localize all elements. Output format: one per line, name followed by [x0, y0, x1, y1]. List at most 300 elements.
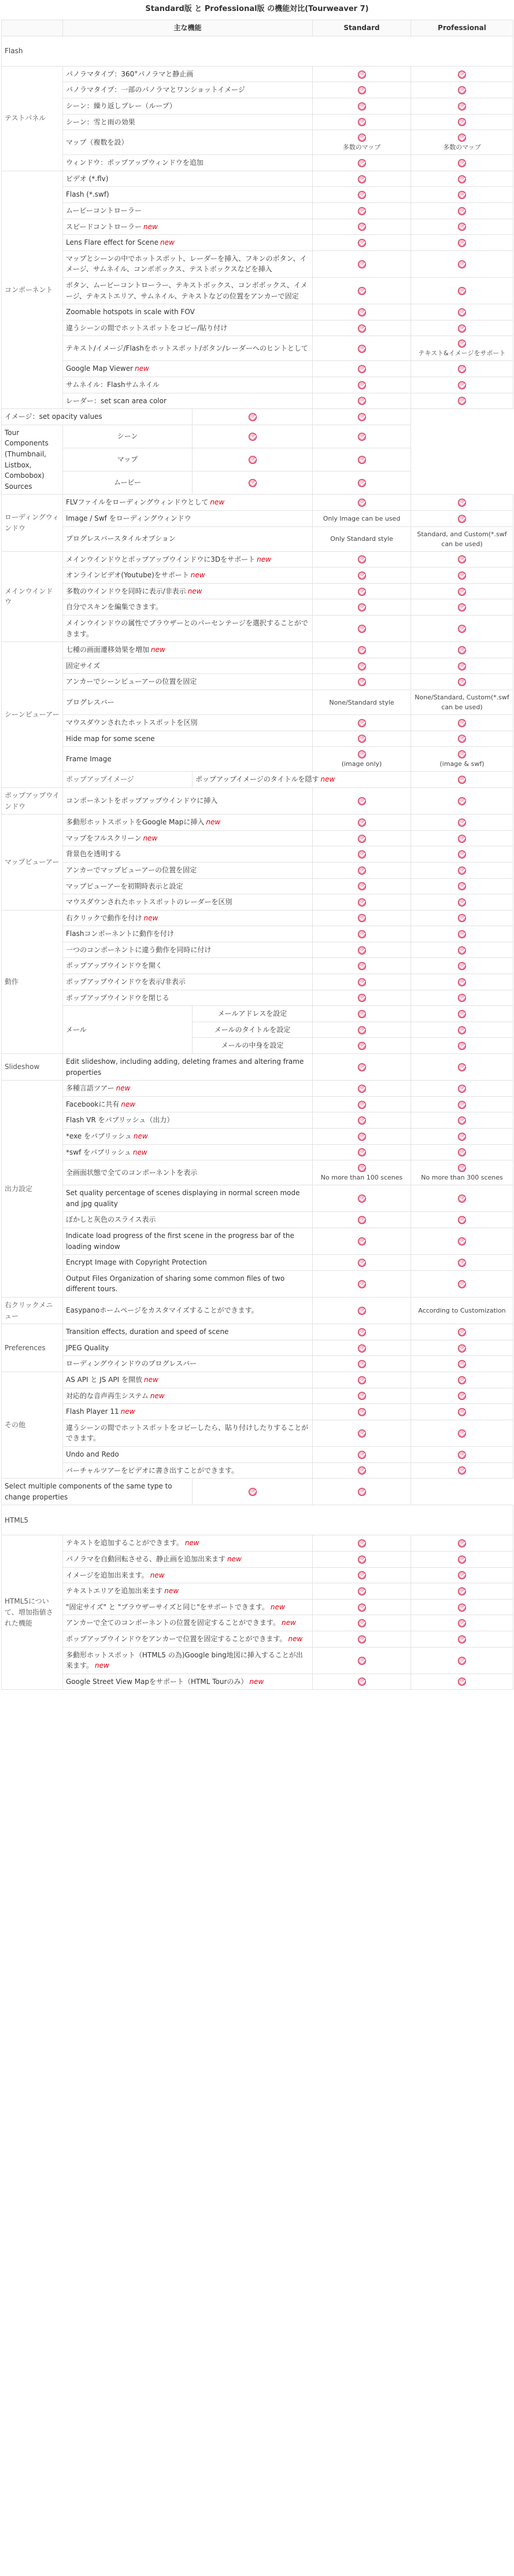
- check-circle-icon: [358, 646, 366, 654]
- category-cell: マップビューアー: [2, 815, 63, 911]
- table-row: [2, 171, 513, 187]
- check-circle-icon: [458, 1133, 466, 1141]
- professional-cell: [411, 815, 513, 831]
- table-row: [2, 1479, 513, 1505]
- feature-text: ポップアップウインドウを開く: [66, 961, 162, 970]
- professional-cell: [313, 1479, 411, 1505]
- standard-cell: [313, 958, 411, 974]
- standard-cell: [313, 1006, 411, 1022]
- table-row: [2, 1255, 513, 1271]
- check-circle-icon: [358, 118, 366, 126]
- standard-cell: [313, 1038, 411, 1054]
- check-circle-icon: [358, 223, 366, 231]
- check-circle-icon: [249, 413, 257, 421]
- feature-cell: [63, 583, 313, 599]
- standard-cell: [313, 830, 411, 846]
- feature-text: 多種言語ツアー: [66, 1084, 114, 1093]
- standard-cell: [313, 1535, 411, 1552]
- table-row: [2, 82, 513, 98]
- new-tag: new: [164, 1587, 179, 1595]
- feature-text: 多数のウインドウを同時に表示/非表示: [66, 587, 186, 595]
- professional-cell: [411, 155, 513, 171]
- feature-text: Google Street View Mapをサポート（HTML Tourのみ）: [66, 1677, 248, 1686]
- professional-cell: [411, 277, 513, 304]
- professional-cell: [411, 715, 513, 731]
- check-circle-icon: [458, 1101, 466, 1109]
- table-row: [2, 510, 513, 526]
- standard-cell: [313, 510, 411, 526]
- professional-cell: [411, 974, 513, 990]
- check-circle-icon: [458, 381, 466, 389]
- feature-cell: [63, 910, 313, 926]
- check-circle-icon: [358, 397, 366, 405]
- table-row: [2, 250, 513, 277]
- feature-cell: [63, 551, 313, 567]
- standard-cell: [313, 599, 411, 616]
- table-row: [2, 1420, 513, 1446]
- check-circle-icon: [358, 1307, 366, 1315]
- professional-cell: [411, 1255, 513, 1271]
- new-tag: new: [143, 222, 158, 231]
- check-circle-icon: [458, 1466, 466, 1475]
- category-cell: 出力設定: [2, 1081, 63, 1298]
- check-circle-icon: [358, 1429, 366, 1438]
- feature-text: コンポーネントをポップアップウインドウに挿入: [66, 797, 218, 805]
- standard-cell: [313, 1112, 411, 1129]
- professional-cell: [411, 320, 513, 336]
- check-circle-icon: [458, 1063, 466, 1071]
- check-circle-icon: [458, 365, 466, 373]
- table-row: [2, 1388, 513, 1404]
- check-circle-icon: [458, 735, 466, 743]
- check-circle-icon: [358, 175, 366, 183]
- table-row: [2, 926, 513, 942]
- feature-cell: [63, 731, 313, 747]
- feature-text: 右クリックで動作を付け: [66, 913, 142, 922]
- section-label: HTML5: [2, 1505, 513, 1535]
- feature-cell: [63, 155, 313, 171]
- standard-cell: [313, 304, 411, 320]
- check-circle-icon: [358, 1164, 366, 1172]
- check-circle-icon: [358, 735, 366, 743]
- feature-cell: [63, 202, 313, 219]
- feature-text: Hide map for some scene: [66, 734, 155, 743]
- version-note: Only Image can be used: [323, 514, 401, 522]
- professional-cell: [411, 787, 513, 814]
- feature-cell: [2, 409, 193, 425]
- feature-text: テキストを追加することができます。: [66, 1539, 183, 1547]
- standard-cell: [313, 1212, 411, 1228]
- professional-cell: [411, 1144, 513, 1160]
- table-row: [2, 98, 513, 114]
- standard-cell: [313, 1551, 411, 1567]
- feature-cell: [63, 1372, 313, 1388]
- feature-text: ぼかしと灰色のスライス表示: [66, 1215, 156, 1224]
- professional-cell: [411, 1674, 513, 1690]
- professional-cell: [411, 187, 513, 203]
- check-circle-icon: [458, 850, 466, 858]
- feature-text: オンラインビデオ(Youtube)をサポート: [66, 571, 189, 580]
- feature-cell: [63, 747, 313, 772]
- table-row: [2, 1006, 513, 1022]
- table-row: [2, 958, 513, 974]
- feature-text: 多動形ホットスポット（HTML5 の為)Google bing地図に挿入することが出来ます。: [66, 1650, 303, 1670]
- table-row: [2, 1674, 513, 1690]
- feature-text: Lens Flare effect for Scene: [66, 238, 159, 247]
- check-circle-icon: [458, 750, 466, 758]
- standard-cell: [313, 942, 411, 958]
- check-circle-icon: [458, 515, 466, 523]
- version-note: None/Standard style: [329, 698, 394, 706]
- check-circle-icon: [358, 1133, 366, 1141]
- check-circle-icon: [358, 819, 366, 827]
- feature-text: 多動形ホットスポットをGoogle Mapに挿入: [66, 818, 205, 827]
- check-circle-icon: [458, 397, 466, 405]
- version-note: According to Customization: [418, 1307, 506, 1315]
- feature-text: "固定サイズ" と "ブラウザーサイズと同じ"をサポートできます。: [66, 1602, 269, 1611]
- check-circle-icon: [358, 835, 366, 843]
- standard-cell: [313, 1054, 411, 1081]
- feature-cell: [63, 715, 313, 731]
- feature-cell: Tour Components (Thumbnail, Listbox, Combobox) Sources: [2, 425, 63, 495]
- check-circle-icon: [458, 1604, 466, 1612]
- check-circle-icon: [458, 1360, 466, 1368]
- table-row: [2, 1647, 513, 1674]
- professional-cell: [411, 1228, 513, 1255]
- feature-cell: [63, 894, 313, 911]
- feature-cell: [63, 958, 313, 974]
- table-row: [2, 425, 513, 448]
- check-circle-icon: [358, 159, 366, 167]
- version-note: Only Standard style: [330, 535, 393, 543]
- feature-cell: [63, 1255, 313, 1271]
- professional-cell: [411, 393, 513, 409]
- check-circle-icon: [358, 1451, 366, 1459]
- feature-cell: [63, 1144, 313, 1160]
- feature-header: 主な機能: [63, 20, 313, 36]
- professional-cell: [411, 130, 513, 155]
- feature-comparison-table: [1, 20, 513, 1690]
- check-circle-icon: [358, 914, 366, 922]
- table-row: [2, 377, 513, 393]
- table-row: [2, 894, 513, 911]
- feature-cell: [63, 1054, 313, 1081]
- feature-text: ローディングウインドウのプログレスバー: [66, 1359, 197, 1368]
- professional-cell: [411, 990, 513, 1006]
- sub-feature-cell: ムービー: [63, 471, 193, 495]
- professional-cell: [411, 1462, 513, 1479]
- standard-cell: [313, 202, 411, 219]
- check-circle-icon: [358, 678, 366, 686]
- check-circle-icon: [458, 159, 466, 167]
- table-row: [2, 1054, 513, 1081]
- standard-cell: [313, 878, 411, 894]
- check-circle-icon: [458, 978, 466, 986]
- version-note: No more than 300 scenes: [421, 1174, 503, 1182]
- feature-cell: [63, 526, 313, 551]
- professional-cell: [411, 658, 513, 674]
- table-row: [2, 583, 513, 599]
- standard-cell: [193, 409, 313, 425]
- professional-cell: [411, 1054, 513, 1081]
- check-circle-icon: [458, 134, 466, 142]
- new-tag: new: [281, 1619, 296, 1627]
- check-circle-icon: [358, 1328, 366, 1336]
- feature-text: ビデオ (*.flv): [66, 174, 109, 183]
- feature-cell: [63, 1228, 313, 1255]
- check-circle-icon: [458, 994, 466, 1002]
- standard-cell: [313, 219, 411, 235]
- check-circle-icon: [458, 1195, 466, 1203]
- standard-cell: [313, 1270, 411, 1297]
- feature-cell: [63, 1631, 313, 1647]
- feature-text: Image / Swf をローディングウィンドウ: [66, 514, 191, 522]
- table-row: [2, 772, 513, 788]
- feature-cell: [63, 1160, 313, 1185]
- check-circle-icon: [458, 819, 466, 827]
- table-row: [2, 1599, 513, 1615]
- check-circle-icon: [458, 340, 466, 348]
- check-circle-icon: [358, 1360, 366, 1368]
- standard-cell: [313, 250, 411, 277]
- feature-text: レーダー：set scan area color: [66, 396, 167, 405]
- table-row: [2, 1144, 513, 1160]
- check-circle-icon: [358, 413, 366, 421]
- standard-cell: [313, 862, 411, 878]
- table-row: [2, 130, 513, 155]
- feature-text: JPEG Quality: [66, 1343, 109, 1352]
- feature-cell: [63, 674, 313, 690]
- new-tag: new: [121, 1100, 136, 1108]
- standard-cell: [313, 1356, 411, 1372]
- new-tag: new: [257, 555, 271, 563]
- table-row: [2, 1583, 513, 1600]
- check-circle-icon: [358, 1216, 366, 1224]
- check-circle-icon: [458, 287, 466, 295]
- check-circle-icon: [358, 850, 366, 858]
- table-row: [2, 219, 513, 235]
- check-circle-icon: [458, 588, 466, 596]
- version-note: No more than 100 scenes: [320, 1174, 403, 1182]
- feature-cell: [63, 1446, 313, 1462]
- new-tag: new: [116, 1084, 131, 1093]
- feature-text: プログレスバー: [66, 698, 114, 706]
- standard-cell: [313, 926, 411, 942]
- table-row: [2, 1446, 513, 1462]
- category-cell: Preferences: [2, 1324, 63, 1372]
- standard-cell: [313, 1160, 411, 1185]
- standard-cell: [313, 674, 411, 690]
- category-cell: ローディングウィンドウ: [2, 495, 63, 551]
- feature-text: FLVファイルをローディングウィンドウとして: [66, 498, 209, 507]
- check-circle-icon: [458, 1085, 466, 1093]
- check-circle-icon: [358, 287, 366, 295]
- standard-cell: [313, 393, 411, 409]
- professional-cell: [411, 599, 513, 616]
- professional-cell: [411, 747, 513, 772]
- new-tag: new: [135, 364, 149, 373]
- standard-cell: [313, 1615, 411, 1631]
- check-circle-icon: [458, 797, 466, 805]
- standard-cell: [193, 471, 313, 495]
- check-circle-icon: [458, 603, 466, 611]
- professional-cell: [411, 551, 513, 567]
- check-circle-icon: [458, 572, 466, 580]
- check-circle-icon: [458, 776, 466, 784]
- feature-text: マップビューアーを初期時表示と設定: [66, 882, 183, 890]
- check-circle-icon: [458, 1328, 466, 1336]
- feature-cell: [63, 658, 313, 674]
- new-tag: new: [143, 913, 158, 922]
- standard-cell: [313, 658, 411, 674]
- feature-cell: [63, 974, 313, 990]
- feature-cell: [63, 1583, 313, 1600]
- table-row: [2, 674, 513, 690]
- professional-cell: [411, 1631, 513, 1647]
- check-circle-icon: [358, 365, 366, 373]
- professional-cell: [411, 567, 513, 584]
- table-row: [2, 155, 513, 171]
- feature-cell: [63, 616, 313, 642]
- professional-cell: [411, 1324, 513, 1340]
- professional-cell: [313, 425, 411, 448]
- feature-text: サムネイル：Flashサムネイル: [66, 381, 160, 389]
- standard-cell: [313, 583, 411, 599]
- table-row: [2, 715, 513, 731]
- table-row: [2, 815, 513, 831]
- professional-cell: [411, 377, 513, 393]
- check-circle-icon: [358, 572, 366, 580]
- feature-text: シーン：繰り返しプレー（ループ）: [66, 101, 176, 110]
- check-circle-icon: [358, 946, 366, 955]
- check-circle-icon: [458, 1280, 466, 1288]
- check-circle-icon: [358, 625, 366, 633]
- check-circle-icon: [358, 1116, 366, 1125]
- check-circle-icon: [358, 898, 366, 906]
- table-row: [2, 731, 513, 747]
- table-row: [2, 862, 513, 878]
- check-circle-icon: [358, 603, 366, 611]
- check-circle-icon: [358, 1010, 366, 1018]
- check-circle-icon: [358, 1101, 366, 1109]
- professional-cell: [411, 878, 513, 894]
- check-circle-icon: [458, 1451, 466, 1459]
- check-circle-icon: [458, 223, 466, 231]
- table-row: [2, 1615, 513, 1631]
- professional-cell: [411, 1038, 513, 1054]
- table-row: [2, 66, 513, 82]
- check-circle-icon: [358, 1195, 366, 1203]
- feature-cell: [63, 787, 313, 814]
- table-row: [2, 846, 513, 863]
- feature-text: 自分でスキンを編集できます。: [66, 603, 162, 611]
- feature-text: *swf をパブリッシュ: [66, 1148, 131, 1156]
- check-circle-icon: [358, 1488, 366, 1496]
- feature-cell: [63, 926, 313, 942]
- check-circle-icon: [458, 1429, 466, 1438]
- new-tag: new: [144, 1376, 158, 1384]
- check-circle-icon: [358, 797, 366, 805]
- table-row: [2, 1372, 513, 1388]
- feature-text: パノラマを自動回転させる、静止画を追加出来ます: [66, 1554, 226, 1563]
- check-circle-icon: [458, 1216, 466, 1224]
- professional-cell: [411, 202, 513, 219]
- check-circle-icon: [458, 646, 466, 654]
- professional-cell: [411, 171, 513, 187]
- feature-text: シーン：雪と雨の効果: [66, 117, 135, 126]
- check-circle-icon: [358, 499, 366, 507]
- new-tag: new: [95, 1661, 109, 1670]
- check-circle-icon: [249, 1488, 257, 1496]
- standard-cell: [313, 1340, 411, 1356]
- feature-text: 背景色を透明する: [66, 850, 122, 858]
- feature-text: ムービーコントローラー: [66, 206, 142, 215]
- check-circle-icon: [249, 433, 257, 441]
- feature-text: 固定サイズ: [66, 661, 101, 670]
- check-circle-icon: [458, 946, 466, 955]
- check-circle-icon: [458, 71, 466, 79]
- version-note: テキスト&イメージをサポート: [418, 349, 506, 358]
- sub-feature-cell: メールのタイトルを設定: [193, 1022, 313, 1038]
- check-circle-icon: [358, 456, 366, 464]
- check-circle-icon: [358, 1466, 366, 1475]
- check-circle-icon: [358, 867, 366, 875]
- sub-feature-cell: メールアドレスを設定: [193, 1006, 313, 1022]
- sub-feature-cell: シーン: [63, 425, 193, 448]
- category-cell: メインウインドウ: [2, 551, 63, 642]
- feature-cell: [63, 1356, 313, 1372]
- standard-cell: [313, 377, 411, 393]
- check-circle-icon: [358, 555, 366, 563]
- feature-cell: [63, 336, 313, 361]
- feature-cell: [193, 772, 411, 788]
- professional-cell: [411, 1446, 513, 1462]
- standard-cell: [313, 690, 411, 714]
- professional-cell: [411, 1404, 513, 1420]
- table-row: [2, 1551, 513, 1567]
- table-row: [2, 235, 513, 251]
- feature-cell: [63, 1129, 313, 1145]
- feature-cell: [63, 393, 313, 409]
- feature-text: ボタン、ムービーコントローラー、テキストボックス、コンボボックス、イメージ、テキストエリア、サムネイル、テキストなどの位置をアンカーで固定: [66, 281, 308, 300]
- standard-cell: [313, 894, 411, 911]
- professional-cell: [411, 1567, 513, 1583]
- table-row: [2, 114, 513, 130]
- category-cell: その他: [2, 1372, 63, 1479]
- feature-text: プログレスバースタイルオプション: [66, 535, 176, 543]
- standard-cell: [313, 1404, 411, 1420]
- standard-cell: [313, 495, 411, 511]
- professional-cell: [411, 1388, 513, 1404]
- professional-cell: [411, 1096, 513, 1112]
- standard-cell: [313, 361, 411, 377]
- feature-cell: [63, 1298, 313, 1324]
- professional-cell: [411, 910, 513, 926]
- feature-text: Encrypt Image with Copyright Protection: [66, 1258, 207, 1267]
- table-row: [2, 1096, 513, 1112]
- professional-cell: [411, 583, 513, 599]
- professional-cell: [411, 958, 513, 974]
- check-circle-icon: [458, 678, 466, 686]
- table-row: [2, 1324, 513, 1340]
- check-circle-icon: [249, 456, 257, 464]
- feature-cell: [63, 130, 313, 155]
- table-row: [2, 202, 513, 219]
- feature-text: 全画面状態で全てのコンポーネントを表示: [66, 1168, 198, 1177]
- feature-cell: [63, 1270, 313, 1297]
- table-row: [2, 747, 513, 772]
- professional-cell: [411, 526, 513, 551]
